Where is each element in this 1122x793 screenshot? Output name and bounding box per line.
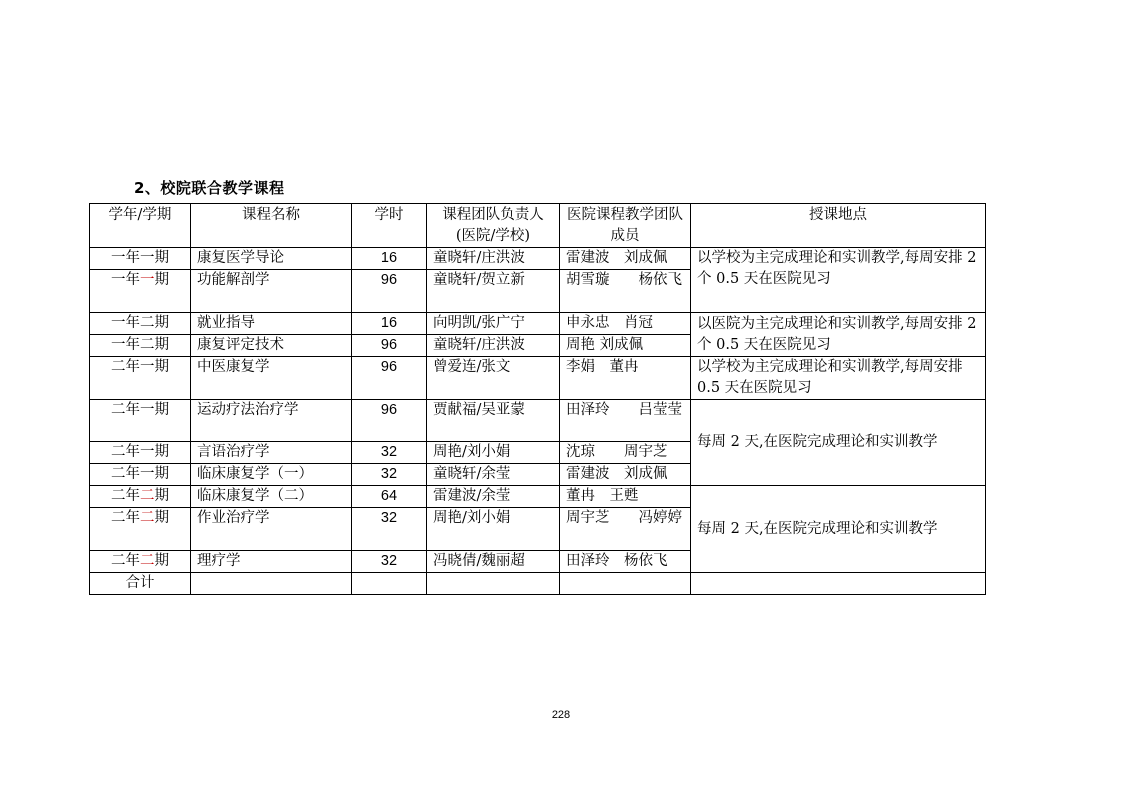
header-term: 学年/学期 bbox=[90, 204, 191, 248]
hours-cell: 96 bbox=[352, 270, 427, 313]
location-cell: 以学校为主完成理论和实训教学,每周安排 2 个 0.5 天在医院见习 bbox=[691, 248, 986, 313]
hours-cell: 96 bbox=[352, 357, 427, 400]
course-name-cell: 运动疗法治疗学 bbox=[191, 400, 352, 442]
empty-cell bbox=[427, 573, 560, 595]
term-cell: 一年一期 bbox=[90, 248, 191, 270]
course-name-cell: 就业指导 bbox=[191, 313, 352, 335]
hours-cell: 32 bbox=[352, 464, 427, 486]
course-table bbox=[89, 203, 986, 595]
term-cell: 二年二期 bbox=[90, 508, 191, 551]
term-cell: 二年一期 bbox=[90, 442, 191, 464]
term-cell: 二年二期 bbox=[90, 486, 191, 508]
lead-cell: 童晓轩/庄洪波 bbox=[427, 248, 560, 270]
empty-cell bbox=[560, 573, 691, 595]
team-cell: 田泽玲 杨依飞 bbox=[560, 551, 691, 573]
section-title: 2、校院联合教学课程 bbox=[134, 179, 285, 197]
empty-cell bbox=[352, 573, 427, 595]
location-cell: 每周 2 天,在医院完成理论和实训教学 bbox=[691, 400, 986, 486]
team-cell: 周宇芝 冯婷婷 bbox=[560, 508, 691, 551]
empty-cell bbox=[691, 573, 986, 595]
total-row bbox=[90, 573, 986, 595]
term-cell: 二年一期 bbox=[90, 400, 191, 442]
header-lead: 课程团队负责人(医院/学校) bbox=[427, 204, 560, 248]
team-cell: 沈琼 周宇芝 bbox=[560, 442, 691, 464]
lead-cell: 童晓轩/贺立新 bbox=[427, 270, 560, 313]
term-cell: 二年一期 bbox=[90, 464, 191, 486]
team-cell: 雷建波 刘成佩 bbox=[560, 464, 691, 486]
lead-cell: 雷建波/余莹 bbox=[427, 486, 560, 508]
lead-cell: 周艳/刘小娟 bbox=[427, 442, 560, 464]
hours-cell: 64 bbox=[352, 486, 427, 508]
location-cell: 以医院为主完成理论和实训教学,每周安排 2 个 0.5 天在医院见习 bbox=[691, 313, 986, 357]
table-header-row bbox=[90, 204, 986, 248]
course-name-cell: 作业治疗学 bbox=[191, 508, 352, 551]
course-name-cell: 功能解剖学 bbox=[191, 270, 352, 313]
hours-cell: 16 bbox=[352, 313, 427, 335]
empty-cell bbox=[191, 573, 352, 595]
term-cell: 一年二期 bbox=[90, 335, 191, 357]
hours-cell: 16 bbox=[352, 248, 427, 270]
team-cell: 田泽玲 吕莹莹 bbox=[560, 400, 691, 442]
team-cell: 李娟 董冉 bbox=[560, 357, 691, 400]
header-hours: 学时 bbox=[352, 204, 427, 248]
header-location: 授课地点 bbox=[691, 204, 986, 248]
lead-cell: 童晓轩/余莹 bbox=[427, 464, 560, 486]
table-row bbox=[90, 248, 986, 270]
header-course: 课程名称 bbox=[191, 204, 352, 248]
term-cell: 一年一期 bbox=[90, 270, 191, 313]
hours-cell: 96 bbox=[352, 400, 427, 442]
header-team: 医院课程教学团队成员 bbox=[560, 204, 691, 248]
team-cell: 申永忠 肖冠 bbox=[560, 313, 691, 335]
hours-cell: 96 bbox=[352, 335, 427, 357]
location-cell: 以学校为主完成理论和实训教学,每周安排 0.5 天在医院见习 bbox=[691, 357, 986, 400]
table-row bbox=[90, 313, 986, 335]
team-cell: 周艳 刘成佩 bbox=[560, 335, 691, 357]
lead-cell: 贾献福/吴亚蒙 bbox=[427, 400, 560, 442]
course-name-cell: 中医康复学 bbox=[191, 357, 352, 400]
term-cell: 二年二期 bbox=[90, 551, 191, 573]
location-cell: 每周 2 天,在医院完成理论和实训教学 bbox=[691, 486, 986, 573]
term-cell: 一年二期 bbox=[90, 313, 191, 335]
team-cell: 胡雪璇 杨依飞 bbox=[560, 270, 691, 313]
course-name-cell: 临床康复学（一） bbox=[191, 464, 352, 486]
course-name-cell: 临床康复学（二） bbox=[191, 486, 352, 508]
lead-cell: 冯晓倩/魏丽超 bbox=[427, 551, 560, 573]
hours-cell: 32 bbox=[352, 508, 427, 551]
course-name-cell: 理疗学 bbox=[191, 551, 352, 573]
table-row bbox=[90, 357, 986, 400]
total-label: 合计 bbox=[90, 573, 191, 595]
term-cell: 二年一期 bbox=[90, 357, 191, 400]
page-number: 228 bbox=[551, 709, 571, 721]
lead-cell: 曾爱连/张文 bbox=[427, 357, 560, 400]
lead-cell: 童晓轩/庄洪波 bbox=[427, 335, 560, 357]
table-row bbox=[90, 486, 986, 508]
lead-cell: 向明凯/张广宁 bbox=[427, 313, 560, 335]
team-cell: 董冉 王甦 bbox=[560, 486, 691, 508]
course-name-cell: 康复医学导论 bbox=[191, 248, 352, 270]
team-cell: 雷建波 刘成佩 bbox=[560, 248, 691, 270]
lead-cell: 周艳/刘小娟 bbox=[427, 508, 560, 551]
course-name-cell: 康复评定技术 bbox=[191, 335, 352, 357]
course-name-cell: 言语治疗学 bbox=[191, 442, 352, 464]
hours-cell: 32 bbox=[352, 442, 427, 464]
hours-cell: 32 bbox=[352, 551, 427, 573]
table-row bbox=[90, 400, 986, 442]
